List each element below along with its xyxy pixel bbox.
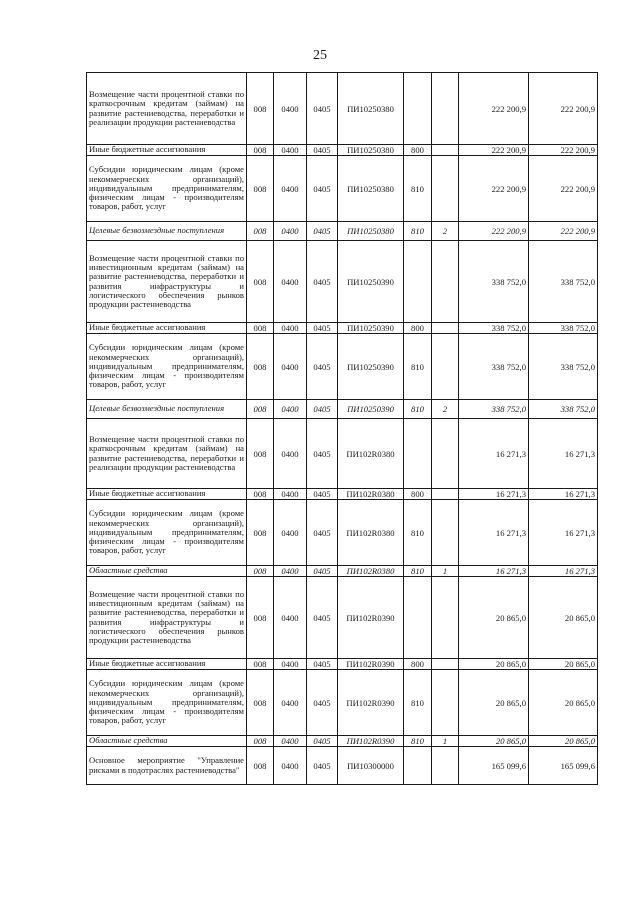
row-name: Иные бюджетные ассигнования bbox=[87, 659, 247, 670]
row-amount-2: 338 752,0 bbox=[529, 241, 598, 323]
row-subsection-code: 0405 bbox=[307, 334, 338, 400]
row-expense-type-code: 810 bbox=[404, 400, 432, 419]
row-subsection-code: 0405 bbox=[307, 670, 338, 736]
row-subsection-code: 0405 bbox=[307, 747, 338, 785]
row-section-code: 0400 bbox=[274, 566, 307, 577]
table-row bbox=[87, 73, 598, 145]
row-amount-1: 222 200,9 bbox=[459, 222, 529, 241]
table-row bbox=[87, 577, 598, 659]
row-grbs-code: 008 bbox=[247, 659, 274, 670]
row-expense-type-code: 800 bbox=[404, 145, 432, 156]
row-expense-type-code: 800 bbox=[404, 489, 432, 500]
row-subsection-code: 0405 bbox=[307, 145, 338, 156]
row-name: Субсидии юридическим лицам (кроме некоммерческих организаций), индивидуальным предпринимателям, физическим лицам - производителям товаров, работ, услуг bbox=[87, 670, 247, 736]
row-section-code: 0400 bbox=[274, 577, 307, 659]
table-row bbox=[87, 500, 598, 566]
row-source-code: 1 bbox=[432, 736, 459, 747]
row-section-code: 0400 bbox=[274, 241, 307, 323]
budget-table-body bbox=[87, 73, 598, 785]
row-source-code bbox=[432, 334, 459, 400]
row-section-code: 0400 bbox=[274, 500, 307, 566]
row-target-article-code: ПИ10250390 bbox=[338, 241, 404, 323]
row-grbs-code: 008 bbox=[247, 145, 274, 156]
row-name: Целевые безвозмездные поступления bbox=[87, 400, 247, 419]
row-target-article-code: ПИ10250380 bbox=[338, 145, 404, 156]
row-subsection-code: 0405 bbox=[307, 489, 338, 500]
row-source-code bbox=[432, 241, 459, 323]
row-target-article-code: ПИ102R0390 bbox=[338, 577, 404, 659]
table-row bbox=[87, 489, 598, 500]
row-source-code: 1 bbox=[432, 566, 459, 577]
row-target-article-code: ПИ10250380 bbox=[338, 222, 404, 241]
row-target-article-code: ПИ102R0390 bbox=[338, 670, 404, 736]
table-row bbox=[87, 323, 598, 334]
row-target-article-code: ПИ10250390 bbox=[338, 323, 404, 334]
row-source-code bbox=[432, 670, 459, 736]
row-amount-1: 222 200,9 bbox=[459, 73, 529, 145]
row-expense-type-code: 810 bbox=[404, 334, 432, 400]
row-expense-type-code: 810 bbox=[404, 222, 432, 241]
row-expense-type-code bbox=[404, 419, 432, 489]
row-amount-2: 20 865,0 bbox=[529, 736, 598, 747]
row-section-code: 0400 bbox=[274, 747, 307, 785]
row-expense-type-code: 810 bbox=[404, 500, 432, 566]
row-subsection-code: 0405 bbox=[307, 323, 338, 334]
row-amount-2: 16 271,3 bbox=[529, 489, 598, 500]
row-source-code bbox=[432, 156, 459, 222]
table-row bbox=[87, 659, 598, 670]
row-amount-2: 20 865,0 bbox=[529, 659, 598, 670]
row-section-code: 0400 bbox=[274, 400, 307, 419]
row-amount-2: 20 865,0 bbox=[529, 577, 598, 659]
row-grbs-code: 008 bbox=[247, 736, 274, 747]
row-source-code: 2 bbox=[432, 222, 459, 241]
row-section-code: 0400 bbox=[274, 323, 307, 334]
row-amount-1: 20 865,0 bbox=[459, 577, 529, 659]
row-grbs-code: 008 bbox=[247, 489, 274, 500]
table-row bbox=[87, 670, 598, 736]
row-target-article-code: ПИ102R0380 bbox=[338, 566, 404, 577]
row-amount-1: 222 200,9 bbox=[459, 145, 529, 156]
row-amount-1: 20 865,0 bbox=[459, 659, 529, 670]
row-amount-2: 338 752,0 bbox=[529, 334, 598, 400]
row-expense-type-code: 810 bbox=[404, 156, 432, 222]
row-target-article-code: ПИ102R0380 bbox=[338, 489, 404, 500]
row-amount-2: 222 200,9 bbox=[529, 222, 598, 241]
row-name: Возмещение части процентной ставки по инвестиционным кредитам (займам) на развитие растениеводства, переработки и развития инфраструктуры и логистического обеспечения рынков продукции растениеводства bbox=[87, 577, 247, 659]
row-source-code bbox=[432, 577, 459, 659]
row-grbs-code: 008 bbox=[247, 334, 274, 400]
row-amount-1: 165 099,6 bbox=[459, 747, 529, 785]
row-amount-1: 338 752,0 bbox=[459, 334, 529, 400]
row-amount-1: 338 752,0 bbox=[459, 241, 529, 323]
budget-table bbox=[86, 72, 598, 785]
row-section-code: 0400 bbox=[274, 659, 307, 670]
row-amount-1: 222 200,9 bbox=[459, 156, 529, 222]
row-name: Иные бюджетные ассигнования bbox=[87, 489, 247, 500]
row-expense-type-code: 800 bbox=[404, 659, 432, 670]
row-name: Возмещение части процентной ставки по инвестиционным кредитам (займам) на развитие растениеводства, переработки и развития инфраструктуры и логистического обеспечения рынков продукции растениеводства bbox=[87, 241, 247, 323]
row-expense-type-code: 810 bbox=[404, 566, 432, 577]
row-name: Иные бюджетные ассигнования bbox=[87, 323, 247, 334]
row-subsection-code: 0405 bbox=[307, 736, 338, 747]
row-amount-1: 16 271,3 bbox=[459, 500, 529, 566]
row-subsection-code: 0405 bbox=[307, 222, 338, 241]
row-subsection-code: 0405 bbox=[307, 566, 338, 577]
row-amount-2: 338 752,0 bbox=[529, 400, 598, 419]
row-amount-2: 20 865,0 bbox=[529, 670, 598, 736]
row-amount-1: 338 752,0 bbox=[459, 323, 529, 334]
row-amount-1: 338 752,0 bbox=[459, 400, 529, 419]
row-target-article-code: ПИ10250390 bbox=[338, 334, 404, 400]
row-name: Основное мероприятие "Управление рисками в подотраслях растениеводства" bbox=[87, 747, 247, 785]
row-name: Целевые безвозмездные поступления bbox=[87, 222, 247, 241]
page-number: 25 bbox=[313, 48, 327, 63]
row-name: Субсидии юридическим лицам (кроме некоммерческих организаций), индивидуальным предпринимателям, физическим лицам - производителям товаров, работ, услуг bbox=[87, 156, 247, 222]
row-amount-2: 16 271,3 bbox=[529, 419, 598, 489]
row-expense-type-code bbox=[404, 577, 432, 659]
row-amount-2: 165 099,6 bbox=[529, 747, 598, 785]
row-amount-2: 16 271,3 bbox=[529, 566, 598, 577]
row-name: Субсидии юридическим лицам (кроме некоммерческих организаций), индивидуальным предпринимателям, физическим лицам - производителям товаров, работ, услуг bbox=[87, 500, 247, 566]
row-grbs-code: 008 bbox=[247, 419, 274, 489]
row-amount-2: 338 752,0 bbox=[529, 323, 598, 334]
table-row bbox=[87, 145, 598, 156]
row-source-code bbox=[432, 500, 459, 566]
table-row bbox=[87, 566, 598, 577]
row-grbs-code: 008 bbox=[247, 241, 274, 323]
row-target-article-code: ПИ102R0380 bbox=[338, 500, 404, 566]
row-grbs-code: 008 bbox=[247, 670, 274, 736]
row-amount-1: 20 865,0 bbox=[459, 736, 529, 747]
row-grbs-code: 008 bbox=[247, 747, 274, 785]
row-expense-type-code: 800 bbox=[404, 323, 432, 334]
row-subsection-code: 0405 bbox=[307, 400, 338, 419]
row-source-code bbox=[432, 419, 459, 489]
row-source-code bbox=[432, 659, 459, 670]
row-expense-type-code bbox=[404, 73, 432, 145]
row-expense-type-code bbox=[404, 747, 432, 785]
row-grbs-code: 008 bbox=[247, 566, 274, 577]
table-row bbox=[87, 222, 598, 241]
row-name: Областные средства bbox=[87, 566, 247, 577]
row-section-code: 0400 bbox=[274, 222, 307, 241]
table-row bbox=[87, 241, 598, 323]
row-amount-1: 16 271,3 bbox=[459, 566, 529, 577]
row-target-article-code: ПИ102R0390 bbox=[338, 659, 404, 670]
row-target-article-code: ПИ102R0380 bbox=[338, 419, 404, 489]
row-target-article-code: ПИ10300000 bbox=[338, 747, 404, 785]
row-target-article-code: ПИ10250390 bbox=[338, 400, 404, 419]
table-row bbox=[87, 736, 598, 747]
row-expense-type-code: 810 bbox=[404, 670, 432, 736]
row-grbs-code: 008 bbox=[247, 73, 274, 145]
row-source-code bbox=[432, 489, 459, 500]
row-target-article-code: ПИ10250380 bbox=[338, 156, 404, 222]
row-subsection-code: 0405 bbox=[307, 500, 338, 566]
row-section-code: 0400 bbox=[274, 670, 307, 736]
row-source-code bbox=[432, 145, 459, 156]
row-amount-2: 222 200,9 bbox=[529, 145, 598, 156]
row-expense-type-code bbox=[404, 241, 432, 323]
row-grbs-code: 008 bbox=[247, 500, 274, 566]
row-grbs-code: 008 bbox=[247, 400, 274, 419]
row-section-code: 0400 bbox=[274, 489, 307, 500]
row-grbs-code: 008 bbox=[247, 323, 274, 334]
row-target-article-code: ПИ10250380 bbox=[338, 73, 404, 145]
row-grbs-code: 008 bbox=[247, 222, 274, 241]
row-expense-type-code: 810 bbox=[404, 736, 432, 747]
row-section-code: 0400 bbox=[274, 156, 307, 222]
table-row bbox=[87, 156, 598, 222]
row-subsection-code: 0405 bbox=[307, 73, 338, 145]
row-grbs-code: 008 bbox=[247, 577, 274, 659]
table-row bbox=[87, 400, 598, 419]
row-subsection-code: 0405 bbox=[307, 156, 338, 222]
row-section-code: 0400 bbox=[274, 334, 307, 400]
row-target-article-code: ПИ102R0390 bbox=[338, 736, 404, 747]
row-section-code: 0400 bbox=[274, 73, 307, 145]
table-row bbox=[87, 334, 598, 400]
row-section-code: 0400 bbox=[274, 145, 307, 156]
row-subsection-code: 0405 bbox=[307, 659, 338, 670]
row-name: Областные средства bbox=[87, 736, 247, 747]
row-source-code bbox=[432, 73, 459, 145]
row-subsection-code: 0405 bbox=[307, 241, 338, 323]
row-amount-2: 16 271,3 bbox=[529, 500, 598, 566]
row-section-code: 0400 bbox=[274, 736, 307, 747]
row-amount-1: 16 271,3 bbox=[459, 419, 529, 489]
row-name: Субсидии юридическим лицам (кроме некоммерческих организаций), индивидуальным предпринимателям, физическим лицам - производителям товаров, работ, услуг bbox=[87, 334, 247, 400]
row-name: Возмещение части процентной ставки по краткосрочным кредитам (займам) на развитие растениеводства, переработки и реализации продукции растениеводства bbox=[87, 419, 247, 489]
row-section-code: 0400 bbox=[274, 419, 307, 489]
row-amount-1: 20 865,0 bbox=[459, 670, 529, 736]
row-source-code bbox=[432, 323, 459, 334]
row-amount-2: 222 200,9 bbox=[529, 73, 598, 145]
row-amount-1: 16 271,3 bbox=[459, 489, 529, 500]
row-grbs-code: 008 bbox=[247, 156, 274, 222]
table-row bbox=[87, 419, 598, 489]
row-name: Иные бюджетные ассигнования bbox=[87, 145, 247, 156]
table-row bbox=[87, 747, 598, 785]
row-subsection-code: 0405 bbox=[307, 577, 338, 659]
row-source-code: 2 bbox=[432, 400, 459, 419]
row-name: Возмещение части процентной ставки по краткосрочным кредитам (займам) на развитие растениеводства, переработки и реализации продукции растениеводства bbox=[87, 73, 247, 145]
row-source-code bbox=[432, 747, 459, 785]
row-subsection-code: 0405 bbox=[307, 419, 338, 489]
row-amount-2: 222 200,9 bbox=[529, 156, 598, 222]
